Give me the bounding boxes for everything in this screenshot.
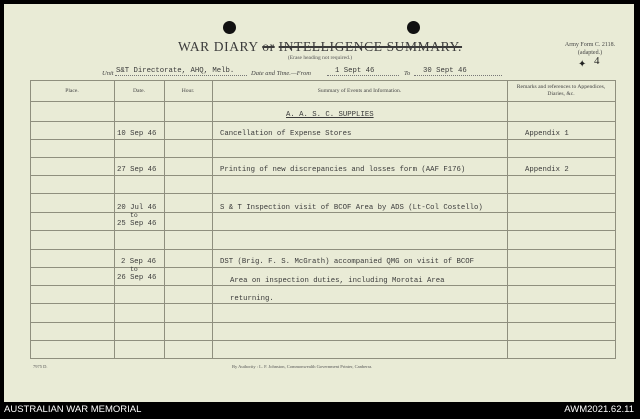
table-row-rule bbox=[30, 230, 616, 231]
from-date-value: 1 Sept 46 bbox=[335, 67, 375, 75]
to-label: To bbox=[404, 70, 411, 77]
entry-2-summary: Printing of new discrepancies and losses form (AAF F176) bbox=[220, 166, 466, 174]
col-header-remarks: Remarks and references to Appendices, Diaries, &c. bbox=[516, 84, 606, 97]
unit-label: Unit bbox=[102, 70, 114, 77]
table-row-rule bbox=[30, 157, 616, 158]
table-row-rule bbox=[30, 340, 616, 341]
unit-value: S&T Directorate, AHQ, Melb. bbox=[116, 67, 235, 75]
entry-3-date-from: 20 Jul 46 bbox=[117, 204, 157, 212]
unit-dotted-line bbox=[115, 75, 247, 76]
col-header-place: Place. bbox=[65, 88, 79, 94]
punch-hole-left bbox=[223, 21, 236, 34]
star-mark-icon: ✦ bbox=[578, 59, 587, 70]
form-title bbox=[0, 39, 640, 55]
table-top-rule bbox=[30, 80, 616, 81]
hour-summary-divider bbox=[212, 80, 213, 358]
army-form-line2: (adapted.) bbox=[577, 49, 603, 56]
entry-1-summary: Cancellation of Expense Stores bbox=[220, 130, 352, 138]
entry-4-summary-line2: Area on inspection duties, including Morotai Area bbox=[230, 277, 445, 285]
title-intelligence-summary: INTELLIGENCE SUMMARY. bbox=[278, 39, 463, 54]
entry-1-date: 10 Sep 46 bbox=[117, 130, 157, 138]
title-war-diary: WAR DIARY bbox=[177, 39, 259, 54]
place-date-divider bbox=[114, 80, 115, 358]
entry-4-date-to-word: to bbox=[130, 266, 138, 273]
table-row-rule bbox=[30, 139, 616, 140]
archive-caption-right: AWM2021.62.11 bbox=[564, 404, 634, 415]
entry-3-date-to-word: to bbox=[130, 212, 138, 219]
table-row-rule bbox=[30, 303, 616, 304]
archive-caption-left: AUSTRALIAN WAR MEMORIAL bbox=[4, 404, 142, 415]
to-date-value: 30 Sept 46 bbox=[423, 67, 467, 75]
table-row-rule bbox=[30, 249, 616, 250]
entry-4-summary-line3: returning. bbox=[230, 295, 274, 303]
table-left-rule bbox=[30, 80, 31, 358]
entry-4-date-from: 2 Sep 46 bbox=[121, 258, 157, 266]
punch-hole-right bbox=[407, 21, 420, 34]
printer-authority: By Authority : L. F. Johnston, Commonwealth Government Printer, Canberra. bbox=[232, 364, 373, 369]
date-time-label: Date and Time.—From bbox=[251, 70, 311, 77]
handwritten-page-mark: 4 bbox=[594, 55, 600, 67]
col-header-hour: Hour. bbox=[181, 88, 195, 94]
summary-remarks-divider bbox=[507, 80, 508, 358]
col-header-date: Date. bbox=[133, 88, 145, 94]
title-or: or bbox=[262, 39, 275, 54]
table-row-rule bbox=[30, 322, 616, 323]
diary-form-sheet bbox=[4, 4, 634, 402]
date-hour-divider bbox=[164, 80, 165, 358]
entry-4-date-to: 26 Sep 46 bbox=[117, 274, 157, 282]
entry-2-remarks: Appendix 2 bbox=[525, 166, 569, 174]
table-row-rule bbox=[30, 267, 616, 268]
entry-2-date: 27 Sep 46 bbox=[117, 166, 157, 174]
entry-1-remarks: Appendix 1 bbox=[525, 130, 569, 138]
erase-note: (Erase heading not required.) bbox=[287, 55, 353, 61]
form-code: 7975 D. bbox=[33, 364, 48, 369]
table-row-rule bbox=[30, 193, 616, 194]
army-form-line1: Army Form C. 2118. bbox=[564, 42, 616, 48]
table-row-rule bbox=[30, 121, 616, 122]
entry-3-summary: S & T Inspection visit of BCOF Area by ADS (Lt-Col Costello) bbox=[220, 204, 483, 212]
table-header-rule bbox=[30, 101, 616, 102]
entry-3-date-to: 25 Sep 46 bbox=[117, 220, 157, 228]
col-header-summary: Summary of Events and Information. bbox=[317, 88, 402, 94]
table-right-rule bbox=[615, 80, 616, 358]
table-row-rule bbox=[30, 212, 616, 213]
table-row-rule bbox=[30, 285, 616, 286]
table-bottom-rule bbox=[30, 358, 616, 359]
army-form-number bbox=[548, 42, 632, 57]
table-row-rule bbox=[30, 175, 616, 176]
from-dotted-line bbox=[327, 75, 399, 76]
entry-4-summary-line1: DST (Brig. F. S. McGrath) accompanied QMG on visit of BCOF bbox=[220, 258, 474, 266]
to-dotted-line bbox=[414, 75, 502, 76]
section-heading: A. A. S. C. SUPPLIES bbox=[286, 111, 374, 119]
